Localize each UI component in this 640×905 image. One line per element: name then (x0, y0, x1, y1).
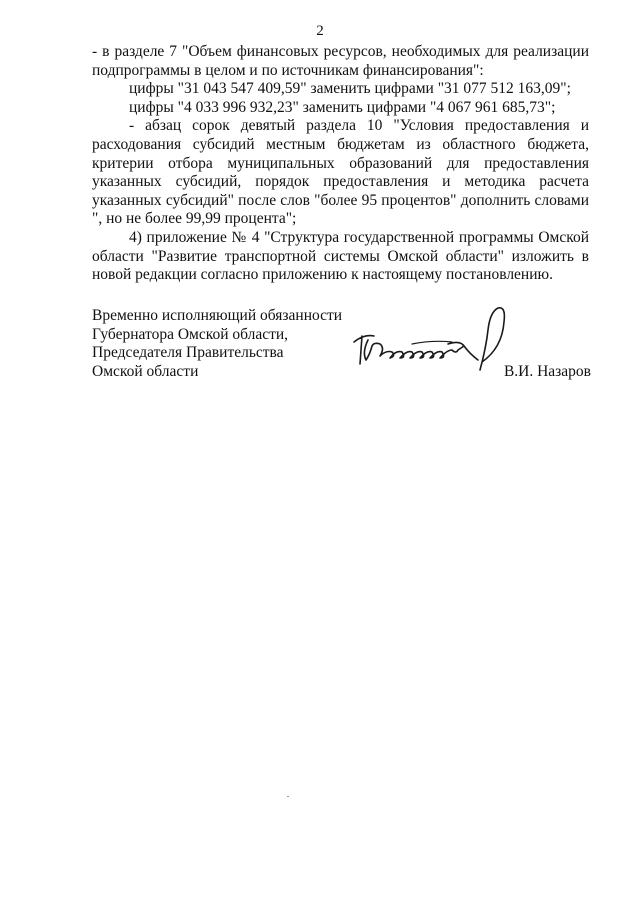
signatory-title-line: Омской области (92, 362, 199, 380)
signatory-name: В.И. Назаров (503, 362, 591, 380)
paragraph-section-10: - абзац сорок девятый раздела 10 "Условия предоставления и расходования субсидий местным бюджетам из областного бюджета, критерии отбора муниципальных образований для предоставления указанных субсидий, порядок предоставления и методика расчета указанных субсидий" после слов "более 95 процентов" дополнить словами ", но не более 99,99 процента"; (92, 117, 589, 228)
handwritten-signature (352, 300, 512, 375)
page-number: 2 (316, 23, 324, 39)
scan-speck (287, 796, 289, 797)
paragraph-figures-1: цифры "31 043 547 409,59" заменить цифрами "31 077 512 163,09"; (129, 80, 571, 98)
document-body (92, 43, 589, 285)
signatory-title-line: Председателя Правительства (92, 344, 284, 362)
signatory-title-line: Губернатора Омской области, (92, 325, 289, 343)
paragraph-section-7: - в разделе 7 "Объем финансовых ресурсов, необходимых для реализации подпрограммы в целом и по источникам финансирования": (92, 43, 589, 79)
paragraph-appendix-4: 4) приложение № 4 "Структура государственной программы Омской области "Развитие транспортной системы Омской области" изложить в новой редакции согласно приложению к настоящему постановлению. (92, 228, 589, 284)
signature-block (92, 307, 592, 387)
paragraph-figures-2: цифры "4 033 996 932,23" заменить цифрами "4 067 961 685,73"; (129, 98, 556, 116)
signatory-title-line: Временно исполняющий обязанности (92, 307, 343, 324)
